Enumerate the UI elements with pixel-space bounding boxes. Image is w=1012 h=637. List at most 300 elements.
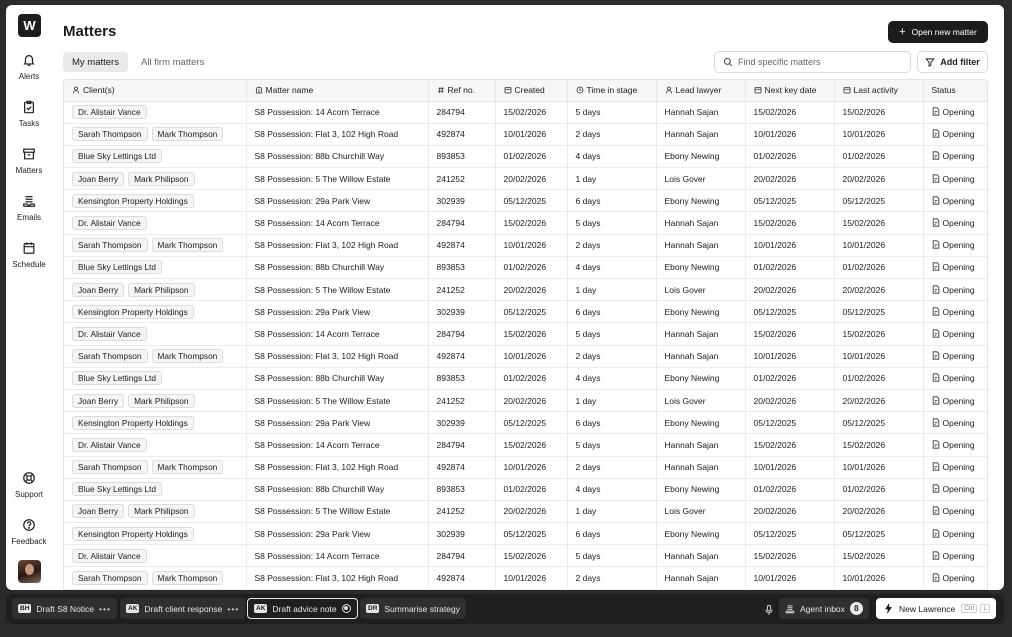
client-chip[interactable]: Mark Philipson [128,504,194,518]
cell-ref-no: 893853 [428,367,495,389]
cell-time-in-stage: 1 day [567,168,656,190]
cell-last-activity: 10/01/2026 [834,345,923,367]
cell-matter-name[interactable]: S8 Possession: Flat 3, 102 High Road [246,567,428,589]
cell-next-key-date: 05/12/2025 [745,412,834,434]
document-status-icon [932,329,940,338]
cell-last-activity: 20/02/2026 [834,389,923,411]
cell-lead-lawyer: Hannah Sajan [656,434,745,456]
cell-time-in-stage: 6 days [567,412,656,434]
client-chip[interactable]: Mark Thompson [152,460,224,474]
cell-created: 05/12/2025 [495,523,567,545]
cell-clients [64,345,246,367]
cell-status [923,212,988,234]
cell-lead-lawyer: Hannah Sajan [656,323,745,345]
cell-last-activity: 01/02/2026 [834,478,923,500]
app-logo[interactable]: W [18,14,41,37]
building-icon [255,86,263,94]
status-label: Opening [942,284,975,295]
cell-time-in-stage: 2 days [567,567,656,589]
cell-lead-lawyer: Hannah Sajan [656,123,745,145]
status-label: Opening [942,462,975,473]
cell-ref-no: 284794 [428,212,495,234]
plus-icon: + [899,25,906,38]
cell-last-activity: 05/12/2025 [834,301,923,323]
cell-matter-name[interactable]: S8 Possession: 29a Park View [246,190,428,212]
cell-last-activity: 15/02/2026 [834,212,923,234]
status-label: Opening [942,107,975,118]
bell-icon [22,53,36,67]
cell-next-key-date: 01/02/2026 [745,367,834,389]
client-chip[interactable]: Sarah Thompson [72,349,148,363]
client-chip[interactable]: Mark Philipson [128,283,194,297]
client-chip[interactable]: Sarah Thompson [72,571,148,585]
calendar-icon [754,86,762,94]
table-row[interactable] [64,279,988,301]
agent-task-label: Draft client response [144,603,223,614]
document-status-icon [932,573,940,582]
cell-created: 05/12/2025 [495,190,567,212]
cell-clients [64,145,246,167]
status-label: Opening [942,218,975,229]
cell-lead-lawyer: Ebony Newing [656,190,745,212]
cell-time-in-stage: 6 days [567,301,656,323]
cell-matter-name[interactable]: S8 Possession: 29a Park View [246,523,428,545]
client-chip[interactable]: Mark Philipson [128,394,194,408]
cell-matter-name[interactable]: S8 Possession: Flat 3, 102 High Road [246,234,428,256]
sidebar-item-support[interactable] [6,471,52,499]
table-row[interactable] [64,545,988,567]
table-row[interactable] [64,345,988,367]
shortcut-key-ctrl: Ctrl [961,604,977,613]
cell-next-key-date: 10/01/2026 [745,123,834,145]
client-chip[interactable]: Mark Thompson [152,571,224,585]
cell-created: 15/02/2026 [495,101,567,123]
microphone-icon[interactable] [764,603,774,621]
cell-matter-name[interactable]: S8 Possession: 5 The Willow Estate [246,168,428,190]
cell-last-activity: 05/12/2025 [834,523,923,545]
status-label: Opening [942,439,975,450]
cell-ref-no: 241252 [428,279,495,301]
cell-next-key-date: 15/02/2026 [745,323,834,345]
cell-time-in-stage: 5 days [567,101,656,123]
document-status-icon [932,396,940,405]
client-chip[interactable]: Blue Sky Lettings Ltd [72,371,162,385]
sidebar-item-feedback[interactable] [6,518,52,546]
agent-taskbar [6,594,1004,624]
cell-status [923,190,988,212]
loading-dots-icon: ••• [99,603,111,614]
column-header-next-key-date[interactable]: Next key date [745,80,834,101]
cell-matter-name[interactable]: S8 Possession: Flat 3, 102 High Road [246,123,428,145]
column-header-clients[interactable]: Client(s) [64,80,246,101]
cell-status [923,301,988,323]
cell-created: 15/02/2026 [495,323,567,345]
cell-ref-no: 241252 [428,500,495,522]
cell-status [923,456,988,478]
table-row[interactable] [64,212,988,234]
cell-clients [64,168,246,190]
cell-created: 15/02/2026 [495,545,567,567]
cell-matter-name[interactable]: S8 Possession: 88b Churchill Way [246,145,428,167]
table-row[interactable] [64,412,988,434]
cell-lead-lawyer: Ebony Newing [656,301,745,323]
cell-matter-name[interactable]: S8 Possession: 14 Acorn Terrace [246,545,428,567]
table-row[interactable] [64,478,988,500]
agent-task-draft-client-response[interactable] [120,598,245,619]
document-status-icon [932,129,940,138]
client-chip[interactable]: Joan Berry [72,172,124,186]
status-label: Opening [942,395,975,406]
cell-last-activity: 15/02/2026 [834,434,923,456]
sidebar-item-label: Emails [16,213,41,222]
cell-status [923,567,988,589]
cell-lead-lawyer: Ebony Newing [656,367,745,389]
cell-next-key-date: 15/02/2026 [745,101,834,123]
status-label: Opening [942,484,975,495]
sidebar-item-alerts[interactable] [6,53,52,81]
cell-matter-name[interactable]: S8 Possession: Flat 3, 102 High Road [246,456,428,478]
cell-matter-name[interactable]: S8 Possession: 29a Park View [246,412,428,434]
table-row[interactable] [64,323,988,345]
cell-last-activity: 15/02/2026 [834,545,923,567]
cell-created: 10/01/2026 [495,234,567,256]
cell-ref-no: 302939 [428,523,495,545]
cell-created: 20/02/2026 [495,389,567,411]
column-header-last-activity[interactable]: Last activity [834,80,923,101]
inbox-icon [22,194,36,208]
table-row[interactable] [64,190,988,212]
status-label: Opening [942,573,975,584]
document-status-icon [932,218,940,227]
cell-time-in-stage: 2 days [567,123,656,145]
agent-initials: DR [368,605,378,612]
table-row[interactable] [64,123,988,145]
cell-ref-no: 893853 [428,478,495,500]
document-status-icon [932,174,940,183]
cell-ref-no: 241252 [428,168,495,190]
cell-time-in-stage: 6 days [567,523,656,545]
client-chip[interactable]: Mark Thompson [152,127,224,141]
status-label: Opening [942,528,975,539]
cell-next-key-date: 15/02/2026 [745,434,834,456]
cell-last-activity: 05/12/2025 [834,412,923,434]
cell-status [923,345,988,367]
cell-status [923,323,988,345]
calendar-icon [22,241,36,255]
sidebar-item-emails[interactable] [6,194,52,222]
agent-inbox-count-badge: 8 [850,602,863,615]
open-new-matter-button[interactable] [888,21,988,43]
cell-status [923,367,988,389]
clipboard-icon [22,100,36,114]
cell-next-key-date: 01/02/2026 [745,145,834,167]
calendar-icon [843,86,851,94]
cell-next-key-date: 20/02/2026 [745,168,834,190]
document-status-icon [932,462,940,471]
cell-created: 10/01/2026 [495,345,567,367]
cell-time-in-stage: 5 days [567,212,656,234]
open-new-matter-label: Open new matter [911,27,977,37]
person-icon [72,86,80,94]
cell-ref-no: 241252 [428,389,495,411]
client-chip[interactable]: Sarah Thompson [72,238,148,252]
cell-status [923,123,988,145]
cell-last-activity: 20/02/2026 [834,279,923,301]
column-header-matter-name[interactable]: Matter name [246,80,428,101]
client-chip[interactable]: Kensington Property Holdings [72,527,194,541]
cell-clients [64,190,246,212]
table-row[interactable] [64,389,988,411]
cell-matter-name[interactable]: S8 Possession: 29a Park View [246,301,428,323]
status-label: Opening [942,373,975,384]
cell-last-activity: 10/01/2026 [834,456,923,478]
client-chip[interactable]: Joan Berry [72,283,124,297]
cell-last-activity: 01/02/2026 [834,256,923,278]
cell-created: 10/01/2026 [495,567,567,589]
client-chip[interactable]: Mark Thompson [152,349,224,363]
search-box[interactable] [714,51,911,73]
client-chip[interactable]: Kensington Property Holdings [72,416,194,430]
cell-time-in-stage: 5 days [567,545,656,567]
cell-ref-no: 302939 [428,412,495,434]
cell-clients [64,256,246,278]
agent-inbox-button[interactable] [779,598,869,619]
sidebar-item-schedule[interactable] [6,241,52,269]
cell-lead-lawyer: Hannah Sajan [656,234,745,256]
table-row[interactable] [64,567,988,589]
cell-ref-no: 492874 [428,123,495,145]
table-row[interactable] [64,145,988,167]
cell-matter-name[interactable]: S8 Possession: 14 Acorn Terrace [246,434,428,456]
new-lawrence-label: New Lawrence [899,603,956,614]
cell-created: 20/02/2026 [495,168,567,190]
table-row[interactable] [64,523,988,545]
cell-status [923,478,988,500]
cell-ref-no: 492874 [428,345,495,367]
column-header-time-in-stage[interactable]: Time in stage [567,80,656,101]
sidebar-item-label: Tasks [18,119,40,128]
cell-matter-name[interactable]: S8 Possession: 14 Acorn Terrace [246,212,428,234]
client-chip[interactable]: Blue Sky Lettings Ltd [72,482,162,496]
table-row[interactable] [64,434,988,456]
cell-next-key-date: 05/12/2025 [745,523,834,545]
cell-status [923,256,988,278]
cell-status [923,500,988,522]
cell-lead-lawyer: Ebony Newing [656,256,745,278]
client-chip[interactable]: Kensington Property Holdings [72,305,194,319]
cell-next-key-date: 05/12/2025 [745,190,834,212]
cell-next-key-date: 05/12/2025 [745,301,834,323]
status-label: Opening [942,129,975,140]
agent-task-draft-s8-notice[interactable] [12,598,117,619]
cell-clients [64,101,246,123]
table-row[interactable] [64,168,988,190]
agent-task-label: Summarise strategy [384,603,460,614]
cell-next-key-date: 20/02/2026 [745,500,834,522]
column-header-ref-no[interactable]: Ref no. [428,80,495,101]
cell-status [923,145,988,167]
agent-task-summarise-strategy[interactable] [360,598,466,619]
cell-clients [64,478,246,500]
column-header-created[interactable]: Created [495,80,567,101]
cell-created: 01/02/2026 [495,478,567,500]
status-label: Opening [942,550,975,561]
cell-last-activity: 15/02/2026 [834,101,923,123]
cell-created: 05/12/2025 [495,412,567,434]
agent-task-label: Draft S8 Notice [36,603,95,614]
status-label: Opening [942,195,975,206]
cell-time-in-stage: 5 days [567,323,656,345]
cell-next-key-date: 15/02/2026 [745,212,834,234]
sidebar-item-tasks[interactable] [6,100,52,128]
cell-ref-no: 492874 [428,567,495,589]
client-chip[interactable]: Dr. Alistair Vance [72,105,147,119]
add-filter-button[interactable] [917,51,988,73]
table-row[interactable] [64,234,988,256]
cell-matter-name[interactable]: S8 Possession: 88b Churchill Way [246,367,428,389]
cell-created: 10/01/2026 [495,456,567,478]
client-chip[interactable]: Blue Sky Lettings Ltd [72,149,162,163]
cell-clients [64,523,246,545]
cell-lead-lawyer: Hannah Sajan [656,456,745,478]
document-status-icon [932,351,940,360]
app-window [6,5,1004,590]
cell-clients [64,123,246,145]
status-label: Opening [942,328,975,339]
cell-next-key-date: 01/02/2026 [745,256,834,278]
cell-matter-name[interactable]: S8 Possession: 5 The Willow Estate [246,279,428,301]
client-chip[interactable]: Mark Philipson [128,172,194,186]
cell-created: 05/12/2025 [495,301,567,323]
cell-next-key-date: 10/01/2026 [745,456,834,478]
filter-icon [925,57,935,67]
client-chip[interactable]: Dr. Alistair Vance [72,216,147,230]
cell-next-key-date: 20/02/2026 [745,279,834,301]
cell-last-activity: 01/02/2026 [834,145,923,167]
table-header-row [64,80,988,101]
search-input[interactable] [738,57,908,67]
cell-matter-name[interactable]: S8 Possession: 88b Churchill Way [246,256,428,278]
cell-status [923,523,988,545]
cell-created: 20/02/2026 [495,500,567,522]
cell-clients [64,279,246,301]
cell-last-activity: 10/01/2026 [834,567,923,589]
cell-clients [64,301,246,323]
client-chip[interactable]: Dr. Alistair Vance [72,549,147,563]
cell-status [923,412,988,434]
cell-status [923,434,988,456]
cell-ref-no: 284794 [428,101,495,123]
tab-all-firm-matters[interactable]: All firm matters [140,56,205,68]
new-lawrence-button[interactable] [876,598,996,619]
document-status-icon [932,240,940,249]
cell-next-key-date: 15/02/2026 [745,545,834,567]
cell-matter-name[interactable]: S8 Possession: 14 Acorn Terrace [246,323,428,345]
shortcut-key-l: L [980,604,990,613]
status-label: Opening [942,306,975,317]
cell-matter-name[interactable]: S8 Possession: 14 Acorn Terrace [246,101,428,123]
matters-tabs [63,52,213,72]
status-label: Opening [942,240,975,251]
table-row[interactable] [64,367,988,389]
table-body [64,101,988,589]
lifebuoy-icon [22,471,36,485]
client-chip[interactable]: Joan Berry [72,504,124,518]
client-chip[interactable]: Mark Thompson [152,238,224,252]
table-row[interactable] [64,301,988,323]
client-chip[interactable]: Sarah Thompson [72,460,148,474]
cell-matter-name[interactable]: S8 Possession: 5 The Willow Estate [246,389,428,411]
cell-matter-name[interactable]: S8 Possession: 5 The Willow Estate [246,500,428,522]
document-status-icon [932,196,940,205]
agent-initials: AK [256,605,266,612]
document-status-icon [932,151,940,160]
cell-lead-lawyer: Hannah Sajan [656,345,745,367]
cell-ref-no: 492874 [428,234,495,256]
client-chip[interactable]: Kensington Property Holdings [72,194,194,208]
cell-ref-no: 284794 [428,434,495,456]
cell-status [923,101,988,123]
cell-clients [64,389,246,411]
cell-clients [64,500,246,522]
sidebar [6,5,52,590]
person-icon [665,86,673,94]
column-header-lead-lawyer[interactable]: Lead lawyer [656,80,745,101]
client-chip[interactable]: Sarah Thompson [72,127,148,141]
status-label: Opening [942,506,975,517]
agent-task-draft-advice-note[interactable] [247,598,358,619]
cell-matter-name[interactable]: S8 Possession: 88b Churchill Way [246,478,428,500]
sidebar-item-matters[interactable] [6,147,52,175]
column-header-status[interactable]: Status [923,80,988,101]
cell-lead-lawyer: Ebony Newing [656,145,745,167]
page-title: Matters [63,23,117,40]
cell-created: 01/02/2026 [495,367,567,389]
client-chip[interactable]: Dr. Alistair Vance [72,327,147,341]
cell-lead-lawyer: Lois Gover [656,168,745,190]
avatar[interactable] [18,560,41,583]
cell-status [923,168,988,190]
cell-created: 15/02/2026 [495,434,567,456]
table-row[interactable] [64,456,988,478]
client-chip[interactable]: Dr. Alistair Vance [72,438,147,452]
cell-lead-lawyer: Hannah Sajan [656,545,745,567]
agent-initials: BH [20,605,30,612]
cell-clients [64,456,246,478]
cell-status [923,545,988,567]
tab-my-matters[interactable]: My matters [63,52,128,72]
cell-time-in-stage: 4 days [567,256,656,278]
table-row[interactable] [64,500,988,522]
client-chip[interactable]: Joan Berry [72,394,124,408]
client-chip[interactable]: Blue Sky Lettings Ltd [72,260,162,274]
cell-ref-no: 284794 [428,545,495,567]
cell-matter-name[interactable]: S8 Possession: Flat 3, 102 High Road [246,345,428,367]
cell-lead-lawyer: Lois Gover [656,389,745,411]
status-label: Opening [942,151,975,162]
sidebar-item-label: Schedule [12,260,46,269]
table-row[interactable] [64,101,988,123]
document-status-icon [932,506,940,515]
cell-time-in-stage: 2 days [567,345,656,367]
cell-status [923,389,988,411]
cell-lead-lawyer: Hannah Sajan [656,212,745,234]
document-status-icon [932,262,940,271]
cell-time-in-stage: 5 days [567,434,656,456]
table-row[interactable] [64,256,988,278]
status-label: Opening [942,351,975,362]
cell-time-in-stage: 2 days [567,234,656,256]
